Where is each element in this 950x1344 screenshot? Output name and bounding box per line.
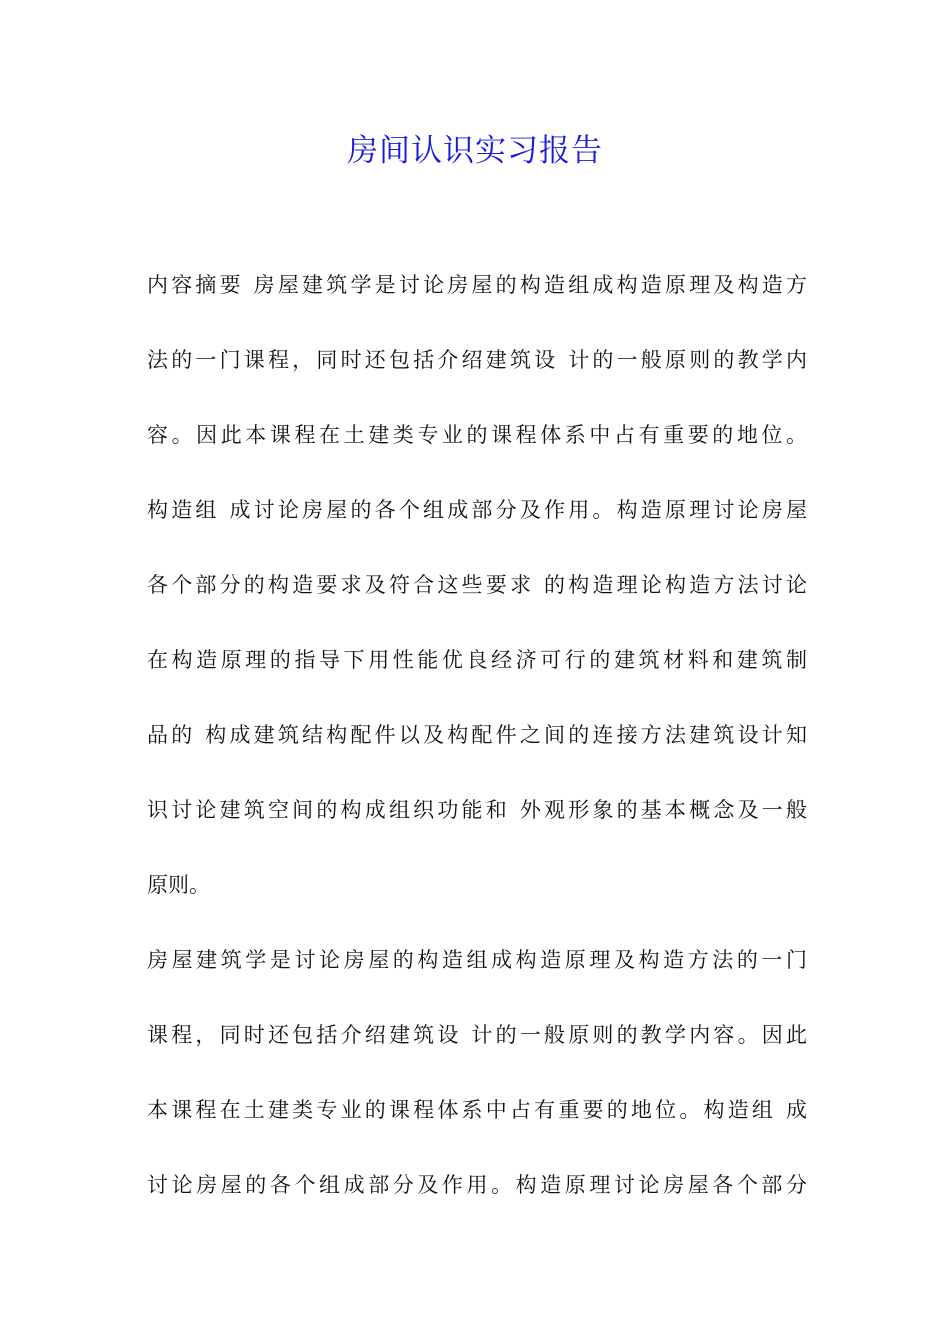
text-line: 原则。 bbox=[147, 873, 210, 897]
text-line: 讨论房屋的各个组成部分及作用。构造原理讨论房屋各个部分 bbox=[147, 1173, 807, 1197]
text-line: 课程，同时还包括介绍建筑设 计的一般原则的教学内容。因此 bbox=[147, 1023, 807, 1047]
text-line: 法的一门课程，同时还包括介绍建筑设 计的一般原则的教学内 bbox=[147, 348, 807, 372]
text-line: 本课程在土建类专业的课程体系中占有重要的地位。构造组 成 bbox=[147, 1098, 807, 1122]
text-line: 品的 构成建筑结构配件以及构配件之间的连接方法建筑设计知 bbox=[147, 723, 807, 747]
text-line: 各个部分的构造要求及符合这些要求 的构造理论构造方法讨论 bbox=[147, 573, 807, 597]
text-line: 构造组 成讨论房屋的各个组成部分及作用。构造原理讨论房屋 bbox=[147, 498, 807, 522]
text-line: 房屋建筑学是讨论房屋的构造组成构造原理及构造方法的一门 bbox=[147, 948, 807, 972]
text-line: 内容摘要 房屋建筑学是讨论房屋的构造组成构造原理及构造方 bbox=[147, 273, 807, 297]
text-line: 识讨论建筑空间的构成组织功能和 外观形象的基本概念及一般 bbox=[147, 798, 807, 822]
text-line: 在构造原理的指导下用性能优良经济可行的建筑材料和建筑制 bbox=[147, 648, 807, 672]
text-line: 容。因此本课程在土建类专业的课程体系中占有重要的地位。 bbox=[147, 423, 807, 447]
document-title: 房间认识实习报告 bbox=[347, 133, 603, 169]
